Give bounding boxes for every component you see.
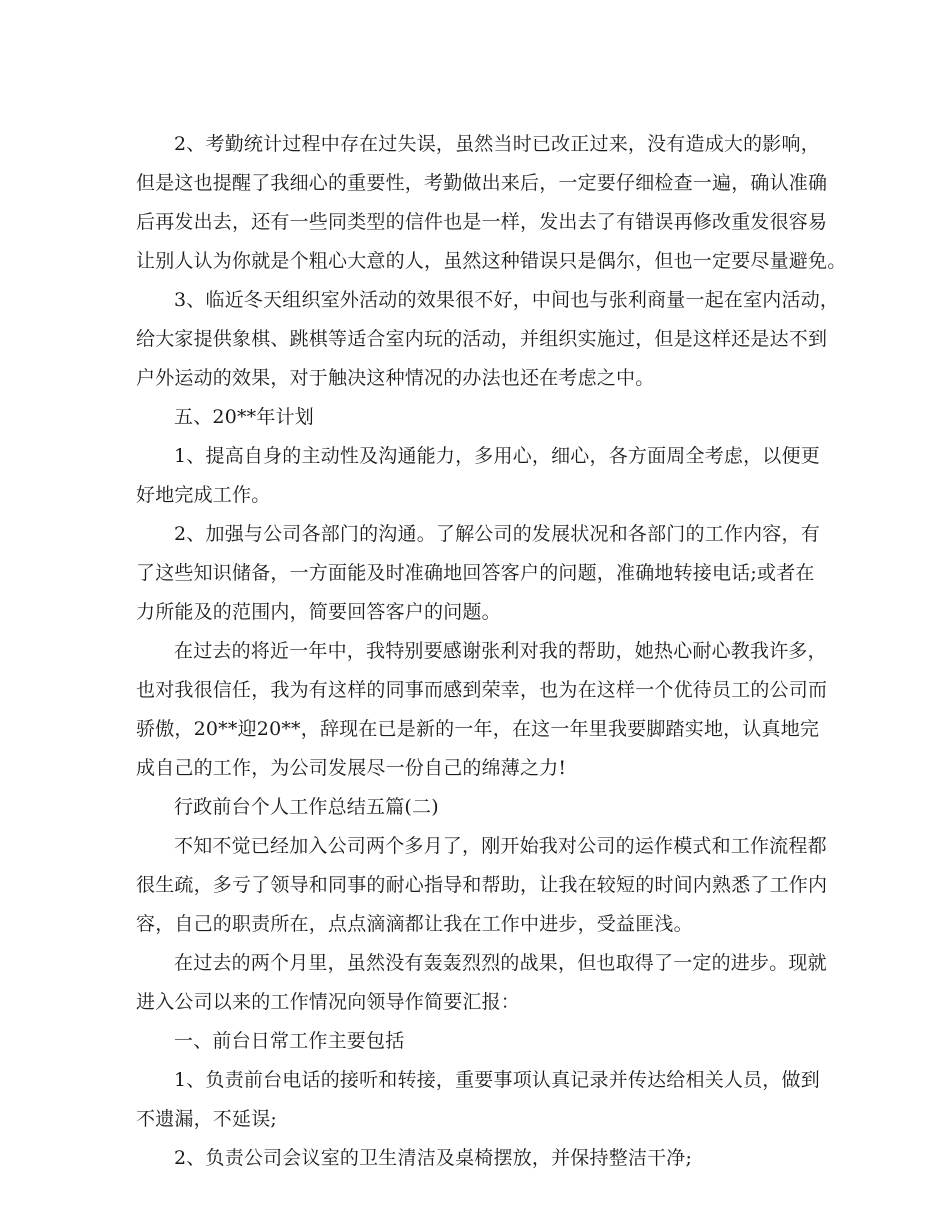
- paragraph-line: 后再发出去，还有一些同类型的信件也是一样，发出去了有错误再修改重发很容易: [136, 211, 828, 233]
- paragraph-line: 进入公司以来的工作情况向领导作简要汇报：: [136, 991, 521, 1013]
- paragraph-line: 力所能及的范围内，简要回答客户的问题。: [136, 601, 501, 623]
- paragraph-line: 给大家提供象棋、跳棋等适合室内玩的活动，并组织实施过，但是这样还是达不到: [136, 328, 828, 350]
- section-heading: 一、前台日常工作主要包括: [174, 1030, 405, 1052]
- paragraph-line: 在过去的两个月里，虽然没有轰轰烈烈的战果，但也取得了一定的进步。现就: [174, 952, 827, 974]
- paragraph-line: 成自己的工作，为公司发展尽一份自己的绵薄之力!: [136, 757, 567, 779]
- paragraph-line: 容，自己的职责所在，点点滴滴都让我在工作中进步，受益匪浅。: [136, 913, 693, 935]
- document-title: 行政前台个人工作总结五篇(二): [174, 796, 439, 818]
- paragraph-line: 2、考勤统计过程中存在过失误，虽然当时已改正过来，没有造成大的影响，: [174, 133, 820, 155]
- paragraph-line: 但是这也提醒了我细心的重要性，考勤做出来后，一定要仔细检查一遍，确认准确: [136, 172, 828, 194]
- paragraph-line: 在过去的将近一年中，我特别要感谢张利对我的帮助，她热心耐心教我许多，: [174, 640, 827, 662]
- paragraph-line: 2、负责公司会议室的卫生清洁及桌椅摆放，并保持整洁干净;: [174, 1147, 693, 1169]
- paragraph-line: 了这些知识储备，一方面能及时准确地回答客户的问题，准确地转接电话;或者在: [136, 562, 815, 584]
- paragraph-line: 户外运动的效果，对于触决这种情况的办法也还在考虑之中。: [136, 367, 655, 389]
- paragraph-line: 3、临近冬天组织室外活动的效果很不好，中间也与张利商量一起在室内活动，: [174, 289, 840, 311]
- paragraph-line: 不知不觉已经加入公司两个多月了，刚开始我对公司的运作模式和工作流程都: [174, 835, 827, 857]
- section-heading: 五、20**年计划: [174, 406, 314, 428]
- paragraph-line: 骄傲，20**迎20**，辞现在已是新的一年，在这一年里我要脚踏实地，认真地完: [136, 718, 820, 740]
- paragraph-line: 1、负责前台电话的接听和转接，重要事项认真记录并传达给相关人员，做到: [174, 1069, 820, 1091]
- paragraph-line: 好地完成工作。: [136, 484, 271, 506]
- paragraph-line: 2、加强与公司各部门的沟通。了解公司的发展状况和各部门的工作内容，有: [174, 523, 820, 545]
- paragraph-line: 不遗漏，不延误;: [136, 1108, 278, 1130]
- paragraph-line: 1、提高自身的主动性及沟通能力，多用心，细心，各方面周全考虑，以便更: [174, 445, 820, 467]
- paragraph-line: 很生疏，多亏了领导和同事的耐心指导和帮助，让我在较短的时间内熟悉了工作内: [136, 874, 828, 896]
- paragraph-line: 也对我很信任，我为有这样的同事而感到荣幸，也为在这样一个优待员工的公司而: [136, 679, 828, 701]
- paragraph-line: 让别人认为你就是个粗心大意的人，虽然这种错误只是偶尔，但也一定要尽量避免。: [136, 250, 847, 272]
